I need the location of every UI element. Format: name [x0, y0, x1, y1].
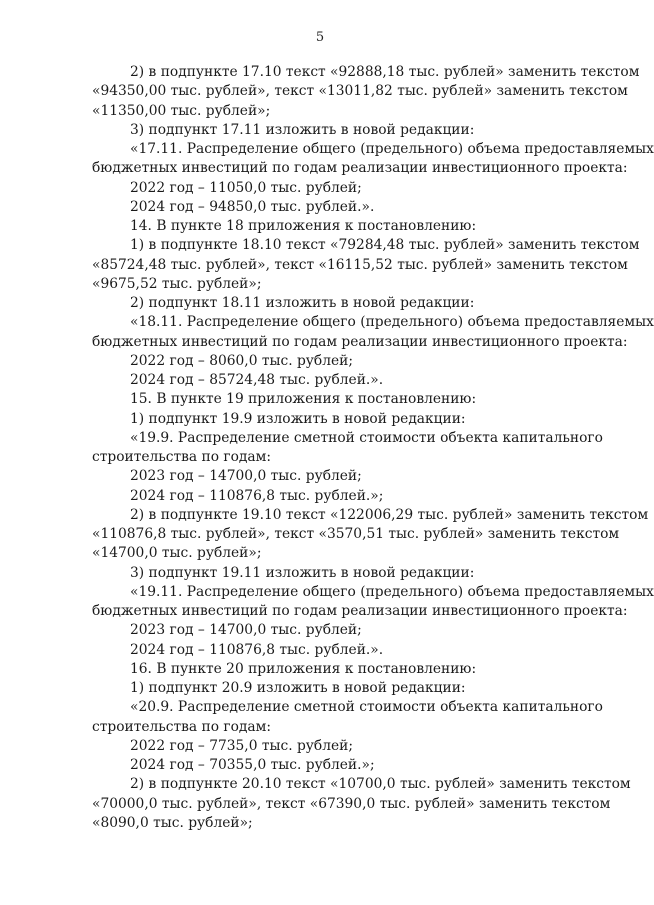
text-line: 3) подпункт 19.11 изложить в новой редакции: [130, 564, 475, 581]
text-line: 1) подпункт 19.9 изложить в новой редакции: [130, 410, 466, 427]
text-line: 1) в подпункте 18.10 текст «79284,48 тыс. рублей» заменить текстом [130, 237, 640, 254]
text-line: «9675,52 тыс. рублей»; [92, 275, 262, 292]
text-line: «14700,0 тыс. рублей»; [92, 545, 262, 562]
text-line: строительства по годам: [92, 449, 272, 465]
page-number: 5 [315, 30, 325, 45]
text-line: 2) подпункт 18.11 изложить в новой редакции: [130, 295, 475, 311]
text-line: «94350,00 тыс. рублей», текст «13011,82 тыс. рублей» заменить текстом [92, 83, 628, 100]
text-line: 2024 год – 110876,8 тыс. рублей.». [130, 641, 384, 658]
text-line: 16. В пункте 20 приложения к постановлению: [130, 660, 477, 677]
text-line: 2023 год – 14700,0 тыс. рублей; [130, 622, 362, 639]
text-line: «11350,00 тыс. рублей»; [92, 102, 271, 119]
text-line: 2024 год – 94850,0 тыс. рублей.». [130, 198, 375, 215]
text-line: бюджетных инвестиций по годам реализации инвестиционного проекта: [92, 333, 628, 350]
text-line: строительства по годам: [92, 718, 272, 735]
text-line: 2022 год – 11050,0 тыс. рублей; [130, 179, 362, 196]
text-line: 1) подпункт 20.9 изложить в новой редакции: [130, 680, 466, 696]
text-line: «17.11. Распределение общего (предельного) объема предоставляемых [130, 141, 654, 157]
text-line: «18.11. Распределение общего (предельного) объема предоставляемых [130, 314, 654, 331]
text-line: 2024 год – 70355,0 тыс. рублей.»; [130, 757, 375, 773]
text-line: бюджетных инвестиций по годам реализации инвестиционного проекта: [92, 160, 628, 177]
text-line: «70000,0 тыс. рублей», текст «67390,0 тыс. рублей» заменить текстом [92, 795, 611, 812]
text-line: 3) подпункт 17.11 изложить в новой редакции: [130, 121, 475, 138]
text-line: «110876,8 тыс. рублей», текст «3570,51 тыс. рублей» заменить текстом [92, 526, 620, 542]
text-line: 2022 год – 7735,0 тыс. рублей; [130, 737, 354, 754]
text-line: «19.11. Распределение общего (предельного) объема предоставляемых [130, 583, 654, 600]
text-line: 2) в подпункте 20.10 текст «10700,0 тыс. рублей» заменить текстом [130, 776, 631, 793]
text-line: 2) в подпункте 17.10 текст «92888,18 тыс. рублей» заменить текстом [130, 64, 640, 80]
text-line: 15. В пункте 19 приложения к постановлению: [130, 391, 477, 408]
text-line: «85724,48 тыс. рублей», текст «16115,52 тыс. рублей» заменить текстом [92, 256, 628, 273]
text-line: 2022 год – 8060,0 тыс. рублей; [130, 352, 354, 369]
text-line: «20.9. Распределение сметной стоимости объекта капитального [130, 699, 603, 716]
text-line: 2) в подпункте 19.10 текст «122006,29 тыс. рублей» заменить текстом [130, 506, 649, 523]
document-body [92, 63, 654, 833]
text-line: 14. В пункте 18 приложения к постановлению: [130, 218, 477, 234]
text-line: 2023 год – 14700,0 тыс. рублей; [130, 468, 362, 485]
text-line: «8090,0 тыс. рублей»; [92, 814, 253, 831]
text-line: 2024 год – 85724,48 тыс. рублей.». [130, 372, 384, 388]
text-line: 2024 год – 110876,8 тыс. рублей.»; [130, 487, 384, 504]
text-line: бюджетных инвестиций по годам реализации инвестиционного проекта: [92, 603, 628, 619]
text-line: «19.9. Распределение сметной стоимости объекта капитального [130, 429, 603, 446]
